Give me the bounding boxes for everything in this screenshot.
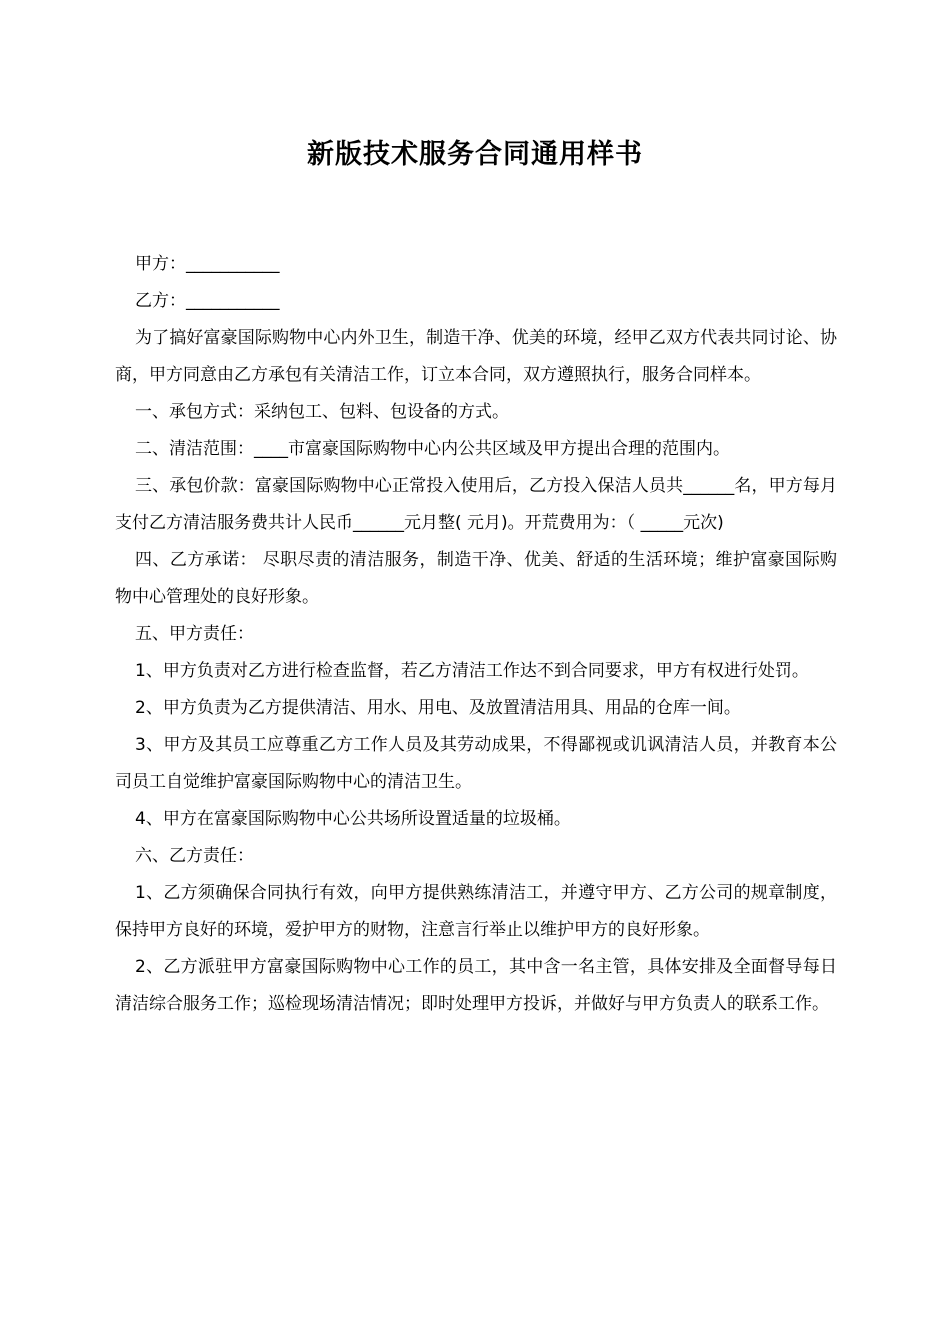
party-b-duty-item: 1、乙方须确保合同执行有效，向甲方提供熟练清洁工，并遵守甲方、乙方公司的规章制度，保持甲方良好的环境，爱护甲方的财物，注意言行举止以维护甲方的良好形象。 xyxy=(115,883,837,940)
party-a-duty-item: 3、甲方及其员工应尊重乙方工作人员及其劳动成果，不得鄙视或讥讽清洁人员，并教育本公司员工自觉维护富豪国际购物中心的清洁卫生。 xyxy=(115,735,837,792)
document-title: 新版技术服务合同通用样书 xyxy=(307,139,643,170)
section-heading-party-b-duties: 六、乙方责任： xyxy=(135,846,254,866)
party-b-line: 乙方：___________ xyxy=(135,291,280,311)
clause-cleaning-scope: 二、清洁范围：____市富豪国际购物中心内公共区域及甲方提出合理的范围内。 xyxy=(135,439,730,459)
document-body xyxy=(115,246,837,1023)
party-a-line: 甲方：___________ xyxy=(135,254,280,274)
clause-party-b-commitment: 四、乙方承诺： 尽职尽责的清洁服务，制造干净、优美、舒适的生活环境；维护富豪国际购物中心管理处的良好形象。 xyxy=(115,550,837,607)
party-a-duty-item: 1、甲方负责对乙方进行检查监督，若乙方清洁工作达不到合同要求，甲方有权进行处罚。 xyxy=(135,661,809,681)
party-a-duty-item: 4、甲方在富豪国际购物中心公共场所设置适量的垃圾桶。 xyxy=(135,809,571,829)
section-heading-party-a-duties: 五、甲方责任： xyxy=(135,624,254,644)
preamble-paragraph: 为了搞好富豪国际购物中心内外卫生，制造干净、优美的环境，经甲乙双方代表共同讨论、协商，甲方同意由乙方承包有关清洁工作，订立本合同，双方遵照执行，服务合同样本。 xyxy=(115,328,837,385)
party-a-duty-item: 2、甲方负责为乙方提供清洁、用水、用电、及放置清洁用具、用品的仓库一间。 xyxy=(135,698,741,718)
clause-contract-method: 一、承包方式：采纳包工、包料、包设备的方式。 xyxy=(135,402,509,422)
party-b-duty-item: 2、乙方派驻甲方富豪国际购物中心工作的员工，其中含一名主管，具体安排及全面督导每日清洁综合服务工作；巡检现场清洁情况；即时处理甲方投诉，并做好与甲方负责人的联系工作。 xyxy=(115,957,837,1014)
clause-contract-price: 三、承包价款：富豪国际购物中心正常投入使用后，乙方投入保洁人员共______名，甲方每月支付乙方清洁服务费共计人民币______元月整( 元月)。开荒费用为：（ _____元次) xyxy=(115,476,837,533)
